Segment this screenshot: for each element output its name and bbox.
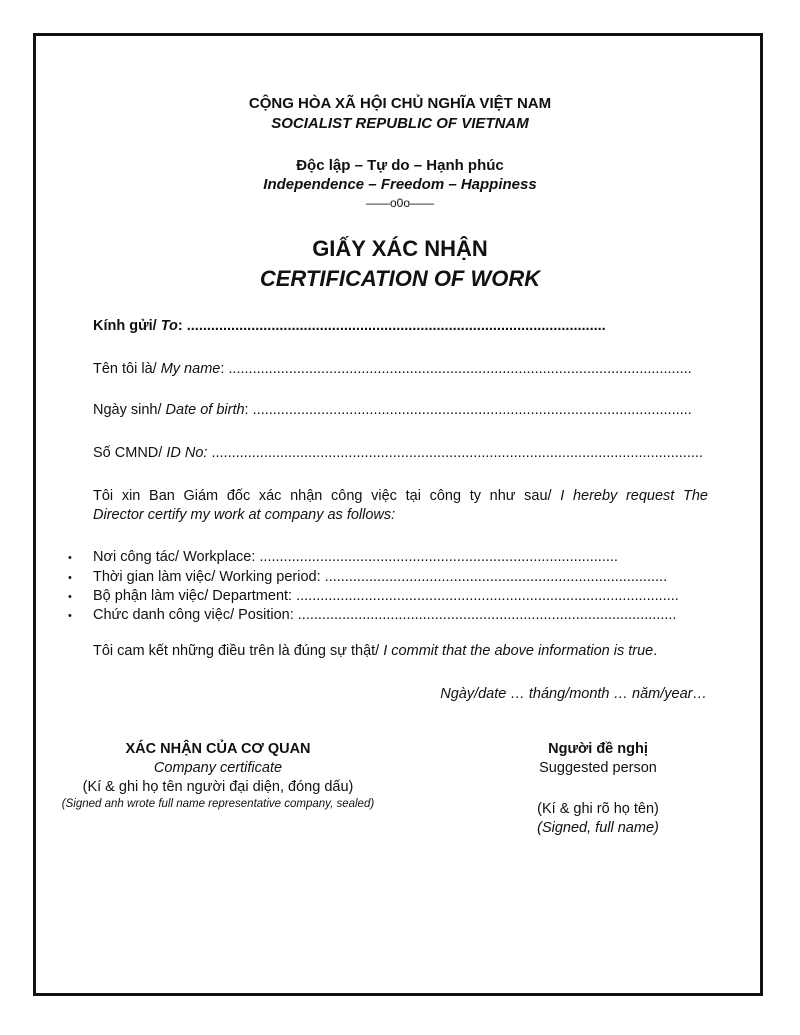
dob-label-vn: Ngày sinh/ [93, 402, 166, 418]
title-vn: GIẤY XÁC NHẬN [312, 236, 488, 261]
period-line: Thời gian làm việc/ Working period: ..................................................................................... [93, 569, 668, 585]
id-line [93, 445, 708, 461]
commit-vn: Tôi cam kết những điều trên là đúng sự thật/ [93, 643, 384, 659]
to-line [93, 318, 713, 334]
person-sub: Suggested person [539, 760, 657, 776]
request-en-1: I hereby request The [560, 488, 708, 504]
company-note-en: (Signed anh wrote full name representative company, sealed) [61, 798, 375, 810]
title-en: CERTIFICATION OF WORK [259, 266, 541, 291]
position-line: Chức danh công việc/ Position: .............................................................................................. [93, 607, 677, 623]
department-line: Bộ phận làm việc/ Department: ............................................................................................... [93, 588, 679, 604]
person-note-vn: (Kí & ghi rõ họ tên) [537, 801, 659, 817]
motto-vn: Độc lập – Tự do – Hạnh phúc [296, 157, 504, 174]
dob-dots: : ............................................................................................................. [244, 402, 692, 418]
dob-line [93, 402, 708, 418]
id-dots: .......................................................................................................................... [207, 445, 703, 461]
name-label-vn: Tên tôi là/ [93, 361, 161, 377]
company-signature-block [18, 740, 418, 812]
request-line-2: Director certify my work at company as follows: [93, 507, 396, 523]
company-sub: Company certificate [153, 760, 283, 776]
to-label-en: To [160, 318, 178, 334]
workplace-line: Nơi công tác/ Workplace: ......................................................................................... [93, 549, 618, 565]
commit-en: I commit that the above information is true [383, 643, 654, 659]
republic-en: SOCIALIST REPUBLIC OF VIETNAM [271, 115, 529, 132]
name-label-en: My name [160, 361, 221, 377]
motto-en: Independence – Freedom – Happiness [263, 176, 537, 193]
date-line: Ngày/date … tháng/month … năm/year… [440, 686, 707, 702]
commit-end: . [653, 643, 658, 659]
bullet-icon: • [68, 610, 72, 622]
dob-label-en: Date of birth [165, 402, 245, 418]
request-line-1 [93, 488, 708, 504]
to-label-vn: Kính gửi/ [93, 318, 161, 334]
company-heading: XÁC NHẬN CỦA CƠ QUAN [125, 741, 311, 757]
person-heading: Người đề nghị [548, 741, 648, 757]
name-dots: : ................................................................................................................... [220, 361, 692, 377]
id-label-en: ID No: [166, 445, 208, 461]
person-note-en: (Signed, full name) [537, 820, 659, 836]
bullet-icon: • [68, 572, 72, 584]
bullet-icon: • [68, 552, 72, 564]
request-vn: Tôi xin Ban Giám đốc xác nhận công việc tại công ty như sau/ [93, 488, 561, 504]
to-dots: : ........................................................................................................ [177, 318, 606, 334]
name-line [93, 361, 708, 377]
separator: ——o0o—— [365, 196, 435, 210]
republic-vn: CỘNG HÒA XÃ HỘI CHỦ NGHĨA VIỆT NAM [248, 95, 552, 112]
commit-line [93, 643, 657, 659]
id-label-vn: Số CMND/ [93, 445, 167, 461]
company-note-vn: (Kí & ghi họ tên người đại diện, đóng dấu) [82, 779, 354, 795]
bullet-icon: • [68, 591, 72, 603]
person-signature-block [488, 740, 708, 838]
